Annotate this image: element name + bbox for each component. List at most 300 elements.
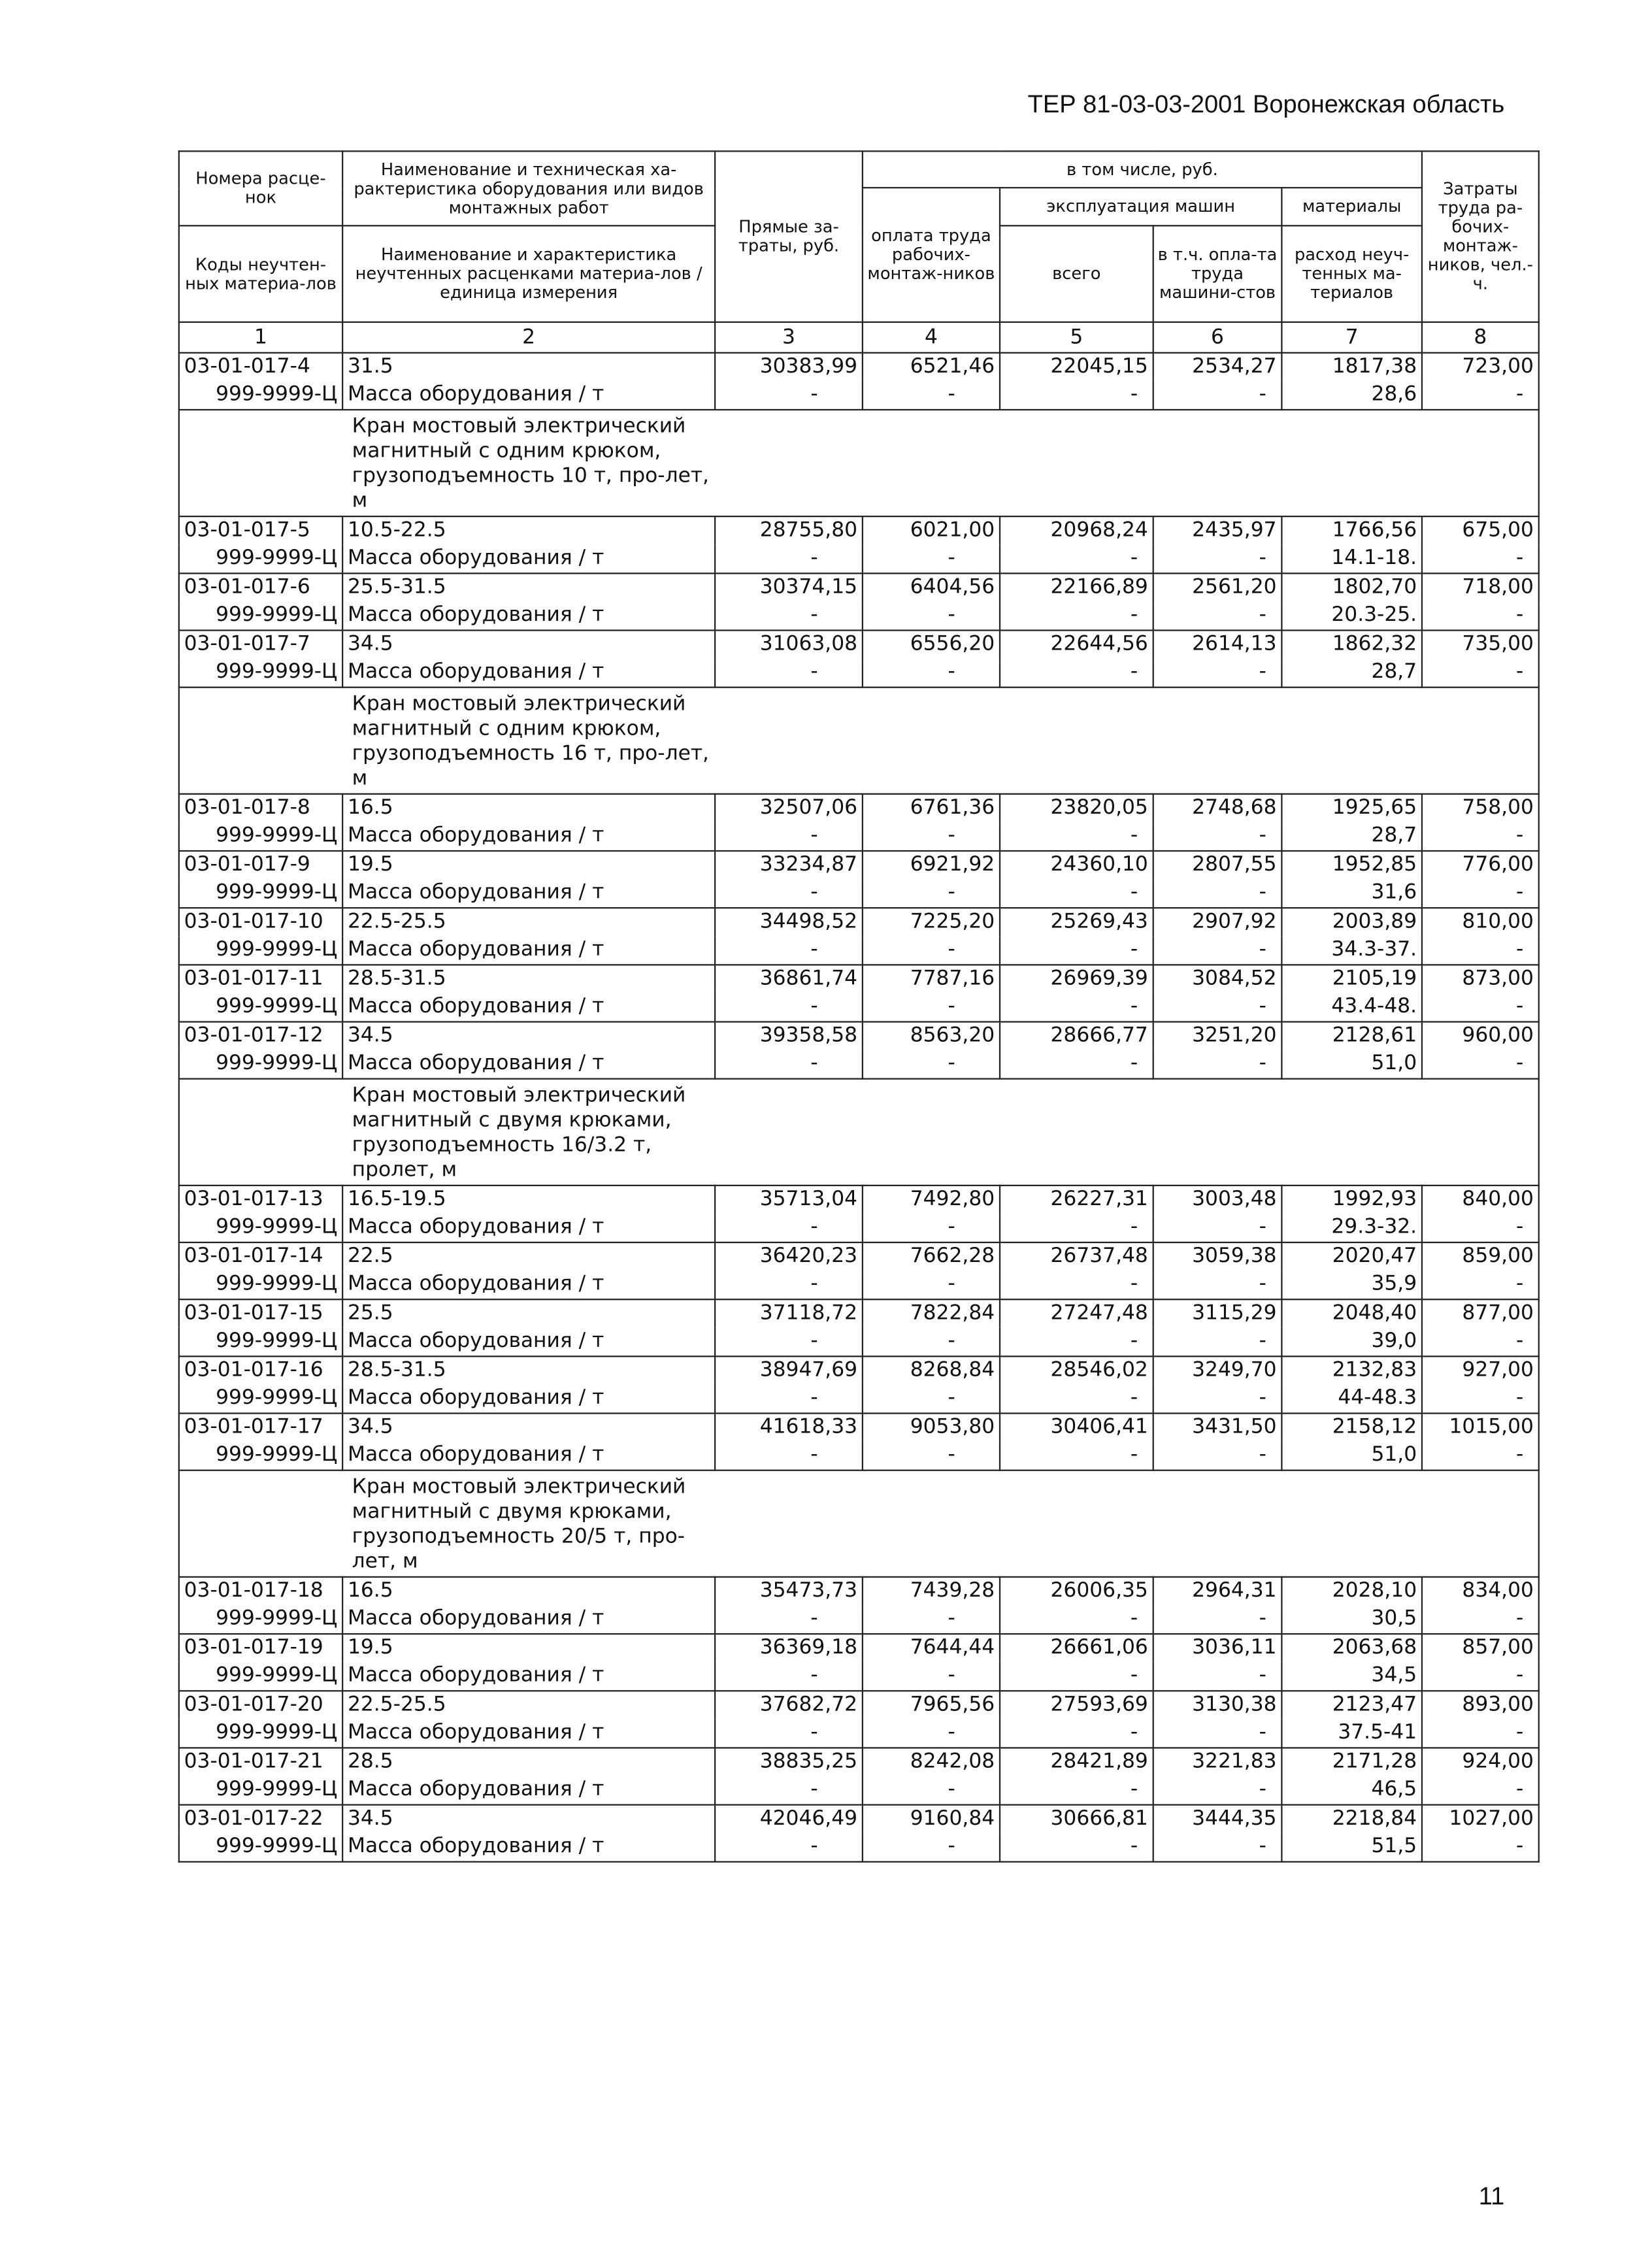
direct-costs: 42046,49: [715, 1805, 863, 1834]
rate-code: 03-01-017-18: [179, 1577, 342, 1606]
rate-code: 03-01-017-16: [179, 1356, 342, 1385]
dash: -: [1000, 1050, 1153, 1079]
materials: 1817,38: [1281, 353, 1422, 382]
material-code: 999-9999-Ц: [179, 1719, 342, 1748]
materials: 2003,89: [1281, 908, 1422, 937]
materials: 1925,65: [1281, 794, 1422, 823]
dash: -: [1153, 1442, 1282, 1470]
rate-code: 03-01-017-11: [179, 965, 342, 993]
rate-row: [179, 794, 1539, 823]
labor-hours: 723,00: [1422, 353, 1539, 382]
dash: -: [715, 1442, 863, 1470]
material-quantity: 34.3-37.: [1281, 937, 1422, 965]
materials: 2028,10: [1281, 1577, 1422, 1606]
rate-characteristic: 34.5: [342, 1022, 715, 1051]
dash: -: [1153, 1385, 1282, 1414]
materials: 1862,32: [1281, 630, 1422, 659]
materials: 1802,70: [1281, 573, 1422, 602]
column-number: 3: [715, 322, 863, 353]
machinist-pay: 3221,83: [1153, 1748, 1282, 1776]
material-row: [179, 1833, 1539, 1862]
material-code: 999-9999-Ц: [179, 1605, 342, 1634]
material-quantity: 35,9: [1281, 1271, 1422, 1300]
dash: -: [1422, 1050, 1539, 1079]
rate-code: 03-01-017-10: [179, 908, 342, 937]
dash: -: [863, 1214, 1000, 1242]
rate-row: [179, 516, 1539, 545]
machines-total: 28546,02: [1000, 1356, 1153, 1385]
material-quantity: 51,0: [1281, 1442, 1422, 1470]
machinist-pay: 3251,20: [1153, 1022, 1282, 1051]
direct-costs: 35713,04: [715, 1186, 863, 1214]
dash: -: [1153, 1663, 1282, 1691]
material-code: 999-9999-Ц: [179, 602, 342, 631]
machinist-pay: 3444,35: [1153, 1805, 1282, 1834]
machines-total: 30666,81: [1000, 1805, 1153, 1834]
direct-costs: 37118,72: [715, 1299, 863, 1328]
machines-total: 26661,06: [1000, 1634, 1153, 1663]
material-quantity: 44-48.3: [1281, 1385, 1422, 1414]
dash: -: [715, 1328, 863, 1357]
dash: -: [1153, 822, 1282, 851]
labor-hours: 834,00: [1422, 1577, 1539, 1606]
rate-characteristic: 22.5-25.5: [342, 908, 715, 937]
column-number: 1: [179, 322, 342, 353]
dash: -: [715, 1214, 863, 1242]
dash: -: [863, 822, 1000, 851]
materials: 2171,28: [1281, 1748, 1422, 1776]
section-title: [179, 1470, 1539, 1577]
material-name: Масса оборудования / т: [342, 1605, 715, 1634]
labor-pay: 6921,92: [863, 851, 1000, 880]
materials: 2048,40: [1281, 1299, 1422, 1328]
labor-pay: 7965,56: [863, 1691, 1000, 1719]
direct-costs: 30374,15: [715, 573, 863, 602]
dash: -: [1000, 880, 1153, 908]
material-name: Масса оборудования / т: [342, 822, 715, 851]
rate-row: [179, 1186, 1539, 1214]
dash: -: [1422, 880, 1539, 908]
section-title: [179, 1079, 1539, 1186]
labor-pay: 9053,80: [863, 1414, 1000, 1442]
machines-total: 30406,41: [1000, 1414, 1153, 1442]
dash: -: [863, 545, 1000, 574]
labor-hours: 1015,00: [1422, 1414, 1539, 1442]
dash: -: [1000, 993, 1153, 1022]
materials: 2128,61: [1281, 1022, 1422, 1051]
material-name: Масса оборудования / т: [342, 1271, 715, 1300]
material-row: [179, 1663, 1539, 1691]
machines-total: 28666,77: [1000, 1022, 1153, 1051]
machinist-pay: 3115,29: [1153, 1299, 1282, 1328]
machines-total: 23820,05: [1000, 794, 1153, 823]
dash: -: [715, 1271, 863, 1300]
dash: -: [715, 381, 863, 410]
rate-row: [179, 1356, 1539, 1385]
material-row: [179, 1050, 1539, 1079]
dash: -: [1153, 1719, 1282, 1748]
labor-pay: 6404,56: [863, 573, 1000, 602]
material-code: 999-9999-Ц: [179, 880, 342, 908]
material-name: Масса оборудования / т: [342, 1050, 715, 1079]
dash: -: [715, 659, 863, 688]
header-row-1: [179, 151, 1539, 188]
material-name: Масса оборудования / т: [342, 1719, 715, 1748]
dash: -: [715, 1050, 863, 1079]
rate-code: 03-01-017-14: [179, 1242, 342, 1271]
material-quantity: 51,0: [1281, 1050, 1422, 1079]
rate-characteristic: 19.5: [342, 851, 715, 880]
material-quantity: 46,5: [1281, 1776, 1422, 1805]
material-code: 999-9999-Ц: [179, 1776, 342, 1805]
direct-costs: 37682,72: [715, 1691, 863, 1719]
rate-code: 03-01-017-19: [179, 1634, 342, 1663]
material-name: Масса оборудования / т: [342, 659, 715, 688]
machinist-pay: 3130,38: [1153, 1691, 1282, 1719]
material-code: 999-9999-Ц: [179, 1214, 342, 1242]
header-name-top: Наименование и техническая ха-рактеристика оборудования или видов монтажных работ: [342, 151, 715, 225]
labor-pay: 6021,00: [863, 516, 1000, 545]
dash: -: [863, 1605, 1000, 1634]
rate-characteristic: 25.5-31.5: [342, 573, 715, 602]
rate-characteristic: 16.5: [342, 794, 715, 823]
material-name: Масса оборудования / т: [342, 937, 715, 965]
section-title-text: Кран мостовый электрический магнитный с двумя крюками, грузоподъемность 16/3.2 т, пролет, м: [352, 1084, 686, 1182]
direct-costs: 38835,25: [715, 1748, 863, 1776]
rate-characteristic: 28.5-31.5: [342, 965, 715, 993]
dash: -: [715, 1833, 863, 1862]
dash: -: [715, 822, 863, 851]
dash: -: [1000, 1776, 1153, 1805]
material-code: 999-9999-Ц: [179, 1050, 342, 1079]
material-code: 999-9999-Ц: [179, 1833, 342, 1862]
labor-pay: 6556,20: [863, 630, 1000, 659]
dash: -: [863, 1719, 1000, 1748]
material-quantity: 28,7: [1281, 659, 1422, 688]
material-name: Масса оборудования / т: [342, 1776, 715, 1805]
materials: 2105,19: [1281, 965, 1422, 993]
dash: -: [1153, 545, 1282, 574]
dash: -: [1000, 1442, 1153, 1470]
header-machines: эксплуатация машин: [1000, 188, 1281, 225]
material-quantity: 14.1-18.: [1281, 545, 1422, 574]
rate-code: 03-01-017-17: [179, 1414, 342, 1442]
dash: -: [1000, 602, 1153, 631]
section-title: [179, 410, 1539, 516]
dash: -: [1422, 602, 1539, 631]
dash: -: [1153, 1050, 1282, 1079]
dash: -: [715, 545, 863, 574]
rate-code: 03-01-017-9: [179, 851, 342, 880]
rate-characteristic: 22.5: [342, 1242, 715, 1271]
labor-pay: 7439,28: [863, 1577, 1000, 1606]
dash: -: [1153, 1833, 1282, 1862]
labor-pay: 8563,20: [863, 1022, 1000, 1051]
header-machinist-pay: в т.ч. опла-та труда машини-стов: [1153, 225, 1282, 322]
machinist-pay: 2435,97: [1153, 516, 1282, 545]
dash: -: [1153, 937, 1282, 965]
machinist-pay: 2907,92: [1153, 908, 1282, 937]
direct-costs: 36861,74: [715, 965, 863, 993]
labor-hours: 960,00: [1422, 1022, 1539, 1051]
dash: -: [715, 1385, 863, 1414]
rate-characteristic: 34.5: [342, 1805, 715, 1834]
dash: -: [715, 1719, 863, 1748]
dash: -: [863, 1385, 1000, 1414]
labor-hours: 718,00: [1422, 573, 1539, 602]
material-row: [179, 1385, 1539, 1414]
dash: -: [1000, 545, 1153, 574]
machines-total: 22045,15: [1000, 353, 1153, 382]
machinist-pay: 3059,38: [1153, 1242, 1282, 1271]
dash: -: [1153, 1214, 1282, 1242]
rate-row: [179, 573, 1539, 602]
machines-total: 26737,48: [1000, 1242, 1153, 1271]
material-row: [179, 602, 1539, 631]
material-row: [179, 993, 1539, 1022]
materials: 2063,68: [1281, 1634, 1422, 1663]
dash: -: [863, 937, 1000, 965]
labor-hours: 776,00: [1422, 851, 1539, 880]
machines-total: 24360,10: [1000, 851, 1153, 880]
dash: -: [1422, 381, 1539, 410]
material-quantity: 39,0: [1281, 1328, 1422, 1357]
rate-code: 03-01-017-12: [179, 1022, 342, 1051]
column-number: 5: [1000, 322, 1153, 353]
machinist-pay: 3249,70: [1153, 1356, 1282, 1385]
material-code: 999-9999-Ц: [179, 937, 342, 965]
material-row: [179, 659, 1539, 688]
page-number: 11: [1478, 2182, 1505, 2210]
material-row: [179, 822, 1539, 851]
material-row: [179, 381, 1539, 410]
machinist-pay: 2964,31: [1153, 1577, 1282, 1606]
labor-hours: 927,00: [1422, 1356, 1539, 1385]
dash: -: [1000, 1214, 1153, 1242]
labor-hours: 857,00: [1422, 1634, 1539, 1663]
material-quantity: 34,5: [1281, 1663, 1422, 1691]
material-code: 999-9999-Ц: [179, 1442, 342, 1470]
header-name-bottom: Наименование и характеристика неучтенных расценками материа-лов / единица измерения: [342, 225, 715, 322]
machines-total: 25269,43: [1000, 908, 1153, 937]
direct-costs: 36420,23: [715, 1242, 863, 1271]
material-quantity: 30,5: [1281, 1605, 1422, 1634]
dash: -: [1000, 1719, 1153, 1748]
column-numbers-row: [179, 322, 1539, 353]
material-name: Масса оборудования / т: [342, 1442, 715, 1470]
material-quantity: 28,7: [1281, 822, 1422, 851]
labor-hours: 810,00: [1422, 908, 1539, 937]
labor-hours: 877,00: [1422, 1299, 1539, 1328]
direct-costs: 32507,06: [715, 794, 863, 823]
rate-code: 03-01-017-15: [179, 1299, 342, 1328]
material-row: [179, 1776, 1539, 1805]
material-code: 999-9999-Ц: [179, 993, 342, 1022]
material-code: 999-9999-Ц: [179, 1328, 342, 1357]
dash: -: [1422, 1663, 1539, 1691]
labor-pay: 8268,84: [863, 1356, 1000, 1385]
dash: -: [1422, 545, 1539, 574]
material-code: 999-9999-Ц: [179, 1385, 342, 1414]
material-quantity: 29.3-32.: [1281, 1214, 1422, 1242]
dash: -: [1153, 1776, 1282, 1805]
labor-pay: 7662,28: [863, 1242, 1000, 1271]
material-quantity: 28,6: [1281, 381, 1422, 410]
rate-row: [179, 908, 1539, 937]
machinist-pay: 3036,11: [1153, 1634, 1282, 1663]
rate-row: [179, 851, 1539, 880]
dash: -: [715, 937, 863, 965]
dash: -: [1422, 1776, 1539, 1805]
material-name: Масса оборудования / т: [342, 993, 715, 1022]
dash: -: [863, 1833, 1000, 1862]
labor-hours: 1027,00: [1422, 1805, 1539, 1834]
material-quantity: 43.4-48.: [1281, 993, 1422, 1022]
machinist-pay: 3084,52: [1153, 965, 1282, 993]
rate-characteristic: 28.5: [342, 1748, 715, 1776]
rate-row: [179, 1748, 1539, 1776]
dash: -: [1422, 1385, 1539, 1414]
direct-costs: 34498,52: [715, 908, 863, 937]
labor-pay: 7644,44: [863, 1634, 1000, 1663]
direct-costs: 30383,99: [715, 353, 863, 382]
rate-code: 03-01-017-7: [179, 630, 342, 659]
dash: -: [863, 1776, 1000, 1805]
materials: 2132,83: [1281, 1356, 1422, 1385]
section-row: [179, 1470, 1539, 1577]
rate-code: 03-01-017-22: [179, 1805, 342, 1834]
section-title-text: Кран мостовый электрический магнитный с одним крюком, грузоподъемность 16 т, про-лет, м: [352, 692, 710, 791]
header-including: в том числе, руб.: [863, 151, 1422, 188]
dash: -: [1000, 1328, 1153, 1357]
rate-row: [179, 965, 1539, 993]
dash: -: [1000, 1833, 1153, 1862]
material-name: Масса оборудования / т: [342, 602, 715, 631]
labor-hours: 735,00: [1422, 630, 1539, 659]
material-quantity: 31,6: [1281, 880, 1422, 908]
direct-costs: 38947,69: [715, 1356, 863, 1385]
machinist-pay: 2614,13: [1153, 630, 1282, 659]
machinist-pay: 2561,20: [1153, 573, 1282, 602]
machinist-pay: 3003,48: [1153, 1186, 1282, 1214]
material-code: 999-9999-Ц: [179, 545, 342, 574]
material-name: Масса оборудования / т: [342, 1385, 715, 1414]
labor-pay: 7225,20: [863, 908, 1000, 937]
dash: -: [1153, 1328, 1282, 1357]
material-row: [179, 1214, 1539, 1242]
machinist-pay: 3431,50: [1153, 1414, 1282, 1442]
header-codes-bottom: Коды неучтен-ных материа-лов: [179, 225, 342, 322]
machinist-pay: 2807,55: [1153, 851, 1282, 880]
material-name: Масса оборудования / т: [342, 1328, 715, 1357]
material-code: 999-9999-Ц: [179, 381, 342, 410]
direct-costs: 33234,87: [715, 851, 863, 880]
header-labor-cost: Затраты труда ра-бочих-монтаж-ников, чел.-ч.: [1422, 151, 1539, 322]
dash: -: [1000, 822, 1153, 851]
column-number: 7: [1281, 322, 1422, 353]
dash: -: [1422, 1271, 1539, 1300]
dash: -: [863, 659, 1000, 688]
material-name: Масса оборудования / т: [342, 381, 715, 410]
direct-costs: 28755,80: [715, 516, 863, 545]
labor-pay: 6521,46: [863, 353, 1000, 382]
dash: -: [863, 1442, 1000, 1470]
labor-hours: 859,00: [1422, 1242, 1539, 1271]
materials: 2123,47: [1281, 1691, 1422, 1719]
rate-row: [179, 1242, 1539, 1271]
machines-total: 20968,24: [1000, 516, 1153, 545]
materials: 1766,56: [1281, 516, 1422, 545]
rate-row: [179, 630, 1539, 659]
rate-code: 03-01-017-4: [179, 353, 342, 382]
direct-costs: 41618,33: [715, 1414, 863, 1442]
machines-total: 26006,35: [1000, 1577, 1153, 1606]
dash: -: [1422, 993, 1539, 1022]
section-row: [179, 410, 1539, 516]
header-codes-top: Номера расце-нок: [179, 151, 342, 225]
dash: -: [1000, 1271, 1153, 1300]
dash: -: [715, 1605, 863, 1634]
dash: -: [715, 602, 863, 631]
rate-row: [179, 1577, 1539, 1606]
material-row: [179, 545, 1539, 574]
rate-characteristic: 10.5-22.5: [342, 516, 715, 545]
column-number: 2: [342, 322, 715, 353]
rate-code: 03-01-017-6: [179, 573, 342, 602]
material-code: 999-9999-Ц: [179, 659, 342, 688]
dash: -: [1000, 1663, 1153, 1691]
dash: -: [1153, 880, 1282, 908]
dash: -: [1422, 659, 1539, 688]
material-row: [179, 880, 1539, 908]
dash: -: [1153, 659, 1282, 688]
dash: -: [1000, 1605, 1153, 1634]
dash: -: [1153, 1605, 1282, 1634]
rate-row: [179, 1299, 1539, 1328]
header-materials-use: расход неуч-тенных ма-териалов: [1281, 225, 1422, 322]
rate-code: 03-01-017-5: [179, 516, 342, 545]
header-materials: материалы: [1281, 188, 1422, 225]
dash: -: [863, 1050, 1000, 1079]
labor-pay: 7787,16: [863, 965, 1000, 993]
machines-total: 22166,89: [1000, 573, 1153, 602]
machines-total: 27247,48: [1000, 1299, 1153, 1328]
dash: -: [1422, 822, 1539, 851]
rate-row: [179, 1634, 1539, 1663]
column-number: 8: [1422, 322, 1539, 353]
dash: -: [863, 1663, 1000, 1691]
dash: -: [715, 1663, 863, 1691]
rate-row: [179, 1022, 1539, 1051]
material-code: 999-9999-Ц: [179, 1663, 342, 1691]
material-name: Масса оборудования / т: [342, 1214, 715, 1242]
dash: -: [863, 880, 1000, 908]
dash: -: [1153, 993, 1282, 1022]
rate-code: 03-01-017-20: [179, 1691, 342, 1719]
material-name: Масса оборудования / т: [342, 1663, 715, 1691]
section-title-text: Кран мостовый электрический магнитный с одним крюком, грузоподъемность 10 т, про-лет, м: [352, 414, 710, 513]
dash: -: [863, 602, 1000, 631]
dash: -: [1422, 1719, 1539, 1748]
dash: -: [1422, 937, 1539, 965]
header-machines-total: всего: [1000, 225, 1153, 322]
labor-pay: 7822,84: [863, 1299, 1000, 1328]
rate-characteristic: 16.5: [342, 1577, 715, 1606]
section-row: [179, 688, 1539, 794]
column-number: 6: [1153, 322, 1282, 353]
dash: -: [715, 1776, 863, 1805]
direct-costs: 36369,18: [715, 1634, 863, 1663]
